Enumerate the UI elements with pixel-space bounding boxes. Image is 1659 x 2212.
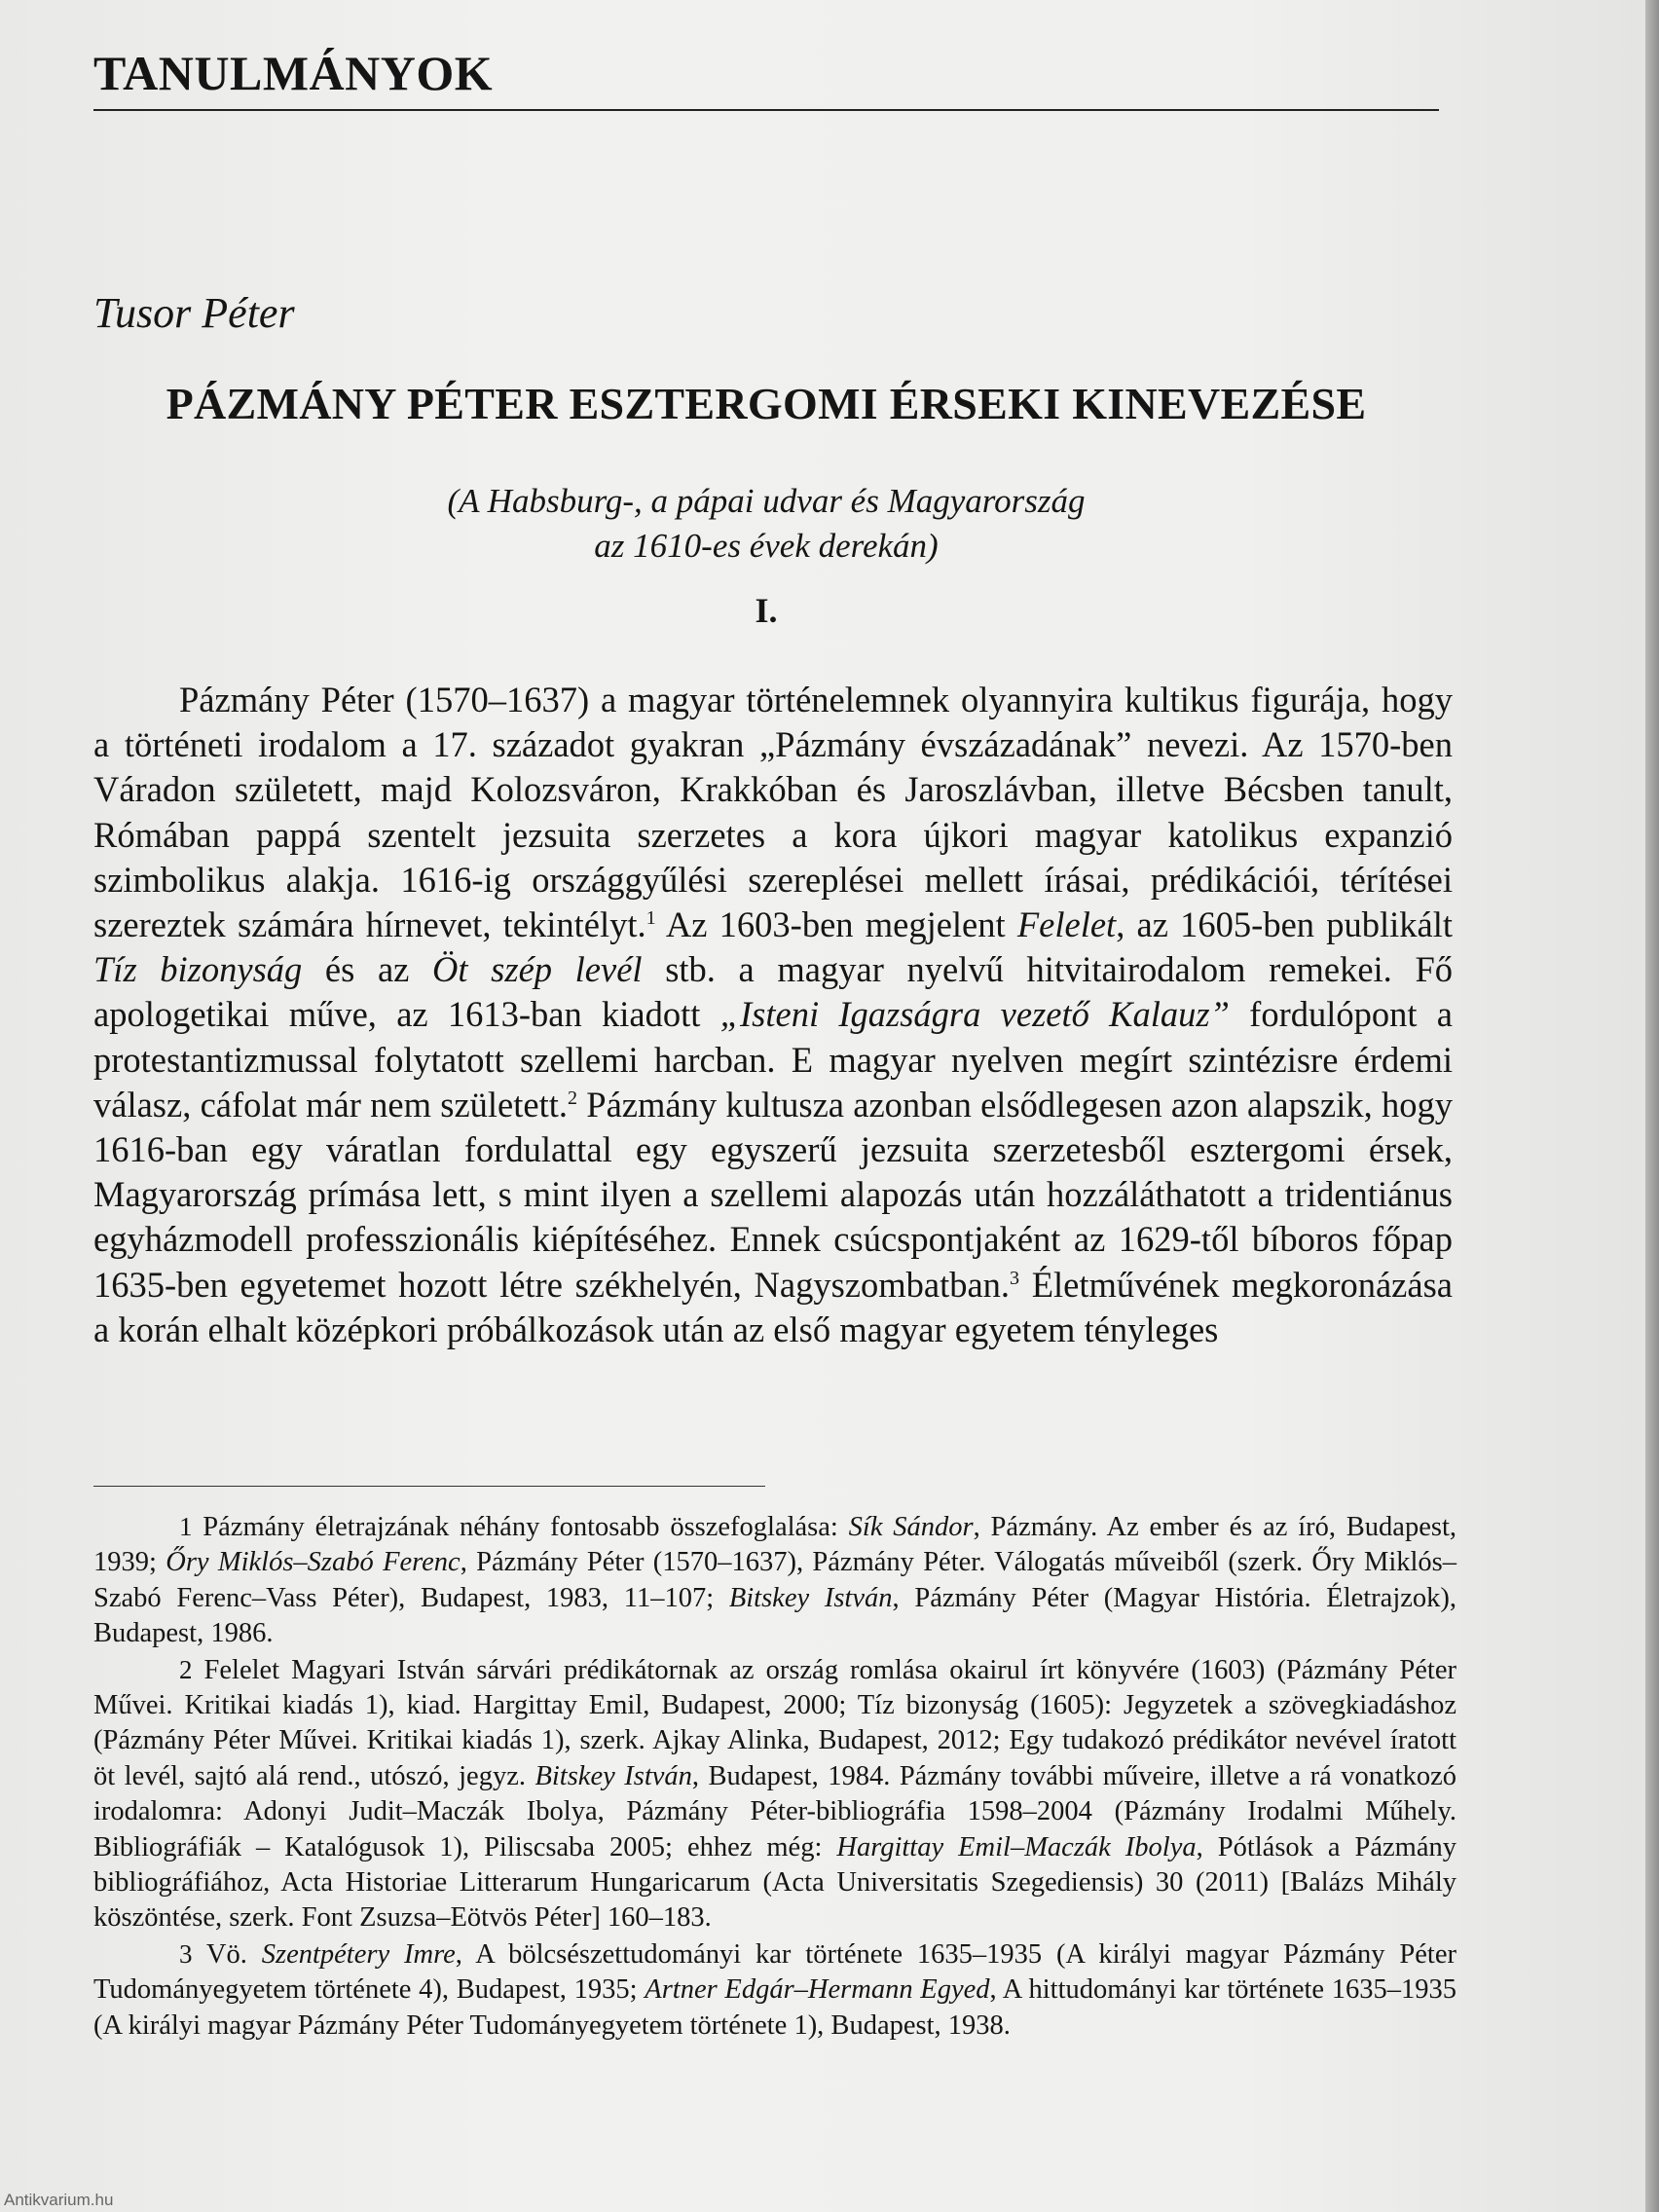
footnote-text: , A hittudományi kar története 1635–1935 (A királyi magyar Pázmány Péter Tudományegyetem története 1), Budapest, 1938. bbox=[93, 1974, 1457, 2041]
footnote-author: Bitskey István bbox=[728, 1582, 893, 1613]
footnote-text: , Pázmány Péter (1570–1637), Pázmány Péter. Válogatás műveiből (szerk. Őry Miklós–Szabó Ferenc–Vass Péter), Budapest, 1983, 11–107; bbox=[93, 1547, 1457, 1613]
footnote-author: Bitskey István bbox=[535, 1760, 692, 1791]
footnote-ref-3[interactable]: 3 bbox=[1010, 1267, 1020, 1289]
body-paragraph bbox=[93, 678, 1453, 1352]
work-title: Tíz bizonyság bbox=[93, 949, 303, 990]
body-text: és az bbox=[302, 949, 433, 990]
footnote-author: Artner Edgár–Hermann Egyed bbox=[645, 1974, 990, 2006]
article-title: PÁZMÁNY PÉTER ESZTERGOMI ÉRSEKI KINEVEZÉSE bbox=[166, 379, 1367, 428]
footnote-text: Felelet Magyari István sárvári prédikátornak az ország romlása okairul írt könyvére (1603) (Pázmány Péter Művei. Kritikai kiadás 1), kiad. Hargittay Emil, Budapest, 2000; Tíz bizonyság (1605): Jegyzetek a szövegkiadáshoz (Pázmány Péter Művei. Kritikai kiadás 1), szerk. Ajkay Alinka, Budapest, 2012; Egy tudakozó prédikátor nevével íratott öt levél, sajtó alá rend., utószó, jegyz. bbox=[93, 1654, 1456, 1791]
footnote-text: , Pótlások a Pázmány bibliográfiához, Acta Historiae Litterarum Hungaricarum (Acta Universitatis Szegediensis) 30 (2011) [Balázs Mihály köszöntése, szerk. Font Zsuzsa–Eötvös Péter] 160–183. bbox=[93, 1831, 1456, 1934]
footnote-number: 2 bbox=[179, 1654, 193, 1684]
author-name: Tusor Péter bbox=[93, 289, 295, 337]
footnote-text: , Budapest, 1984. Pázmány további műveire, illetve a rá vonatkozó irodalomra: Adonyi Judit–Maczák Ibolya, Pázmány Péter-bibliográfia 1598–2004 (Pázmány Irodalmi Műhely. Bibliográfiák – Katalógusok 1), Piliscsaba 2005; ehhez még: bbox=[93, 1760, 1456, 1862]
footnote-author: Sík Sándor bbox=[848, 1512, 974, 1542]
footnote-author: Hargittay Emil–Maczák Ibolya bbox=[836, 1831, 1197, 1862]
part-number: I. bbox=[755, 591, 778, 630]
footnote-text: Pázmány életrajzának néhány fontosabb összefoglalása: bbox=[192, 1512, 849, 1542]
footnote-text: , A bölcsészettudományi kar története 1635–1935 (A királyi magyar Pázmány Péter Tudományegyetem története 4), Budapest, 1935; bbox=[93, 1938, 1456, 2006]
footnote-author: Szentpétery Imre bbox=[261, 1938, 456, 1970]
footnote-number: 3 bbox=[179, 1938, 193, 1969]
watermark: Antikvarium.hu bbox=[4, 2191, 114, 2209]
footnotes bbox=[93, 1509, 1456, 2044]
subtitle-line-2: az 1610-es évek derekán) bbox=[594, 527, 939, 565]
work-title: „Isteni Igazságra vezető Kalauz” bbox=[719, 994, 1230, 1035]
body-text: fordulópont a protestantizmussal folytatott szellemi harcban. E magyar nyelven megírt szintézisre érdemi válasz, cáfolat már nem született. bbox=[93, 994, 1453, 1124]
footnote-text: , Pázmány Péter (Magyar História. Életrajzok), Budapest, 1986. bbox=[93, 1582, 1457, 1649]
body-text: , az 1605-ben publikált bbox=[1116, 904, 1453, 945]
footnote-number: 1 bbox=[179, 1512, 193, 1541]
article-subtitle bbox=[93, 479, 1439, 569]
footnote-divider bbox=[93, 1486, 765, 1487]
footnote-text: , Pázmány. Az ember és az író, Budapest, 1939; bbox=[93, 1512, 1456, 1578]
subtitle-line-1: (A Habsburg-, a pápai udvar és Magyarország bbox=[447, 482, 1086, 520]
footnote-2 bbox=[93, 1652, 1456, 1936]
page-edge-shadow bbox=[1645, 0, 1659, 2212]
section-heading: TANULMÁNYOK bbox=[93, 49, 1439, 111]
footnote-ref-1[interactable]: 1 bbox=[645, 906, 656, 929]
body-text: Életművének megkoronázása a korán elhalt középkori próbálkozások után az első magyar egyetem tényleges bbox=[93, 1264, 1453, 1349]
footnote-text: Vö. bbox=[192, 1938, 262, 1970]
body-text: Pázmány kultusza azonban elsődlegesen azon alapszik, hogy 1616-ban egy váratlan fordulattal egy egyszerű jezsuita szerzetesből esztergomi érsek, Magyarország prímása lett, s mint ilyen a szellemi alapozás után hozzáláthatott a tridentiánus egyházmodell professzionális kiépítéséhez. Ennek csúcspontjaként az 1629-től bíboros főpap 1635-ben egyetemet hozott létre székhelyén, Nagyszombatban. bbox=[93, 1084, 1453, 1305]
footnote-1 bbox=[93, 1509, 1456, 1652]
body-text: Pázmány Péter (1570–1637) a magyar történelemnek olyannyira kultikus figurája, hogy a történeti irodalom a 17. századot gyakran „Pázmány évszázadának” nevezi. Az 1570-ben Váradon született, majd Kolozsváron, Krakkóban és Jaroszlávban, illetve Bécsben tanult, Rómában pappá szentelt jezsuita szerzetes a kora újkori magyar katolikus expanzió szimbolikus alakja. 1616-ig országgyűlési szereplései mellett írásai, prédikációi, térítései szereztek számára hírnevet, tekintélyt. bbox=[93, 680, 1453, 945]
work-title: Felelet bbox=[1016, 904, 1117, 945]
footnote-3 bbox=[93, 1936, 1456, 2044]
footnote-author: Őry Miklós–Szabó Ferenc bbox=[166, 1547, 461, 1578]
footnote-ref-2[interactable]: 2 bbox=[568, 1087, 578, 1109]
work-title: Öt szép levél bbox=[432, 949, 643, 990]
body-text: stb. a magyar nyelvű hitvitairodalom remekei. Fő apologetikai műve, az 1613-ban kiadott bbox=[93, 949, 1454, 1035]
body-text: Az 1603-ben megjelent bbox=[655, 904, 1017, 945]
